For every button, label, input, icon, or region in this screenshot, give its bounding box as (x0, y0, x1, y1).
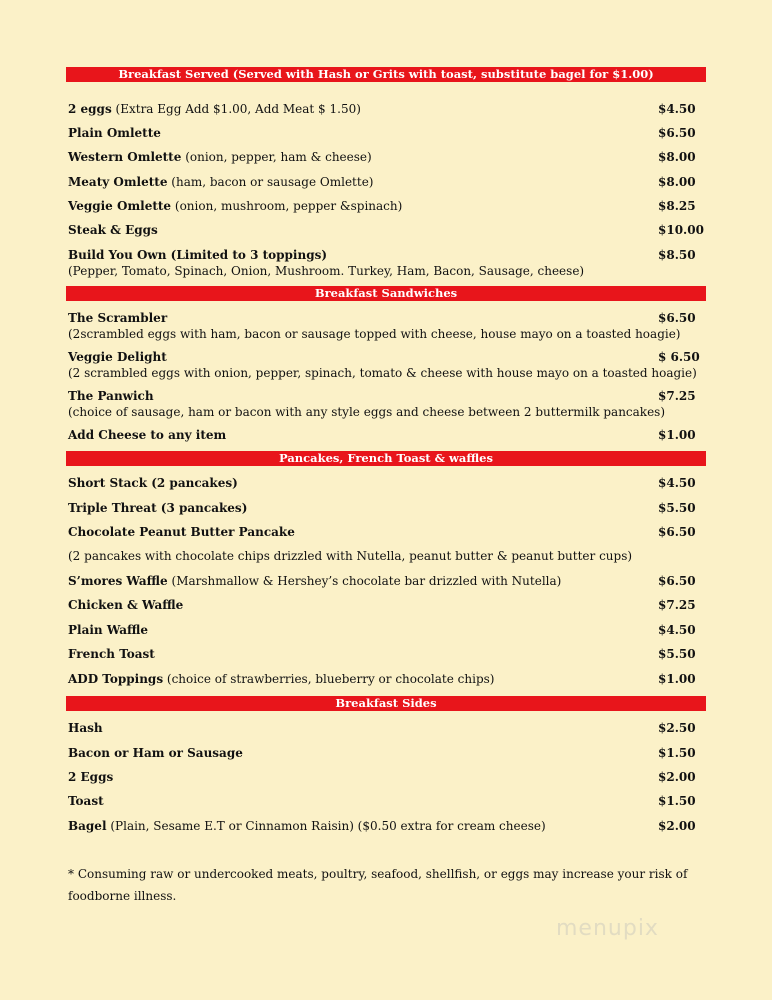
item-price: $4.50 (658, 476, 696, 490)
item-price: $ 6.50 (658, 350, 700, 364)
watermark-logo: menupix (556, 916, 659, 941)
section-header: Breakfast Sides (66, 696, 706, 711)
item-price: $1.00 (658, 428, 696, 442)
item-price: $2.50 (658, 721, 696, 735)
item-price: $8.50 (658, 248, 696, 262)
item-name: The Scrambler (68, 311, 168, 325)
menu-item (68, 671, 708, 687)
item-name: Steak & Eggs (68, 223, 158, 237)
item-name: Build You Own (Limited to 3 toppings) (68, 248, 328, 262)
item-name: Chicken & Waffle (68, 598, 184, 612)
item-name: 2 eggs (68, 102, 112, 116)
item-name: French Toast (68, 647, 155, 661)
menu-item (68, 793, 708, 809)
item-name: Bacon or Ham or Sausage (68, 746, 243, 760)
item-desc: (onion, mushroom, pepper &spinach) (174, 199, 403, 213)
item-name: Chocolate Peanut Butter Pancake (68, 525, 295, 539)
item-name: 2 Eggs (68, 770, 114, 784)
item-price: $2.00 (658, 819, 696, 833)
item-price: $8.00 (658, 175, 696, 189)
item-name: The Panwich (68, 389, 154, 403)
item-price: $7.25 (658, 389, 696, 403)
item-price: $5.50 (658, 647, 696, 661)
item-price: $8.00 (658, 150, 696, 164)
item-price: $6.50 (658, 311, 696, 325)
menu-item (68, 622, 708, 638)
item-desc: (onion, pepper, ham & cheese) (185, 150, 372, 164)
menu-item (68, 349, 708, 381)
item-price: $8.25 (658, 199, 696, 213)
section-header: Pancakes, French Toast & waffles (66, 451, 706, 466)
menu-item (68, 646, 708, 662)
item-price: $7.25 (658, 598, 696, 612)
item-name: Hash (68, 721, 103, 735)
menu-item (68, 174, 708, 190)
menu-item (68, 388, 708, 420)
menu-item (68, 597, 708, 613)
item-desc: (Pepper, Tomato, Spinach, Onion, Mushroom. Turkey, Ham, Bacon, Sausage, cheese) (68, 264, 585, 278)
section-header: Breakfast Sandwiches (66, 286, 706, 301)
item-name: ADD Toppings (68, 672, 164, 686)
menu-item (68, 720, 708, 736)
menu-item (68, 573, 708, 589)
item-price: $6.50 (658, 126, 696, 140)
menu-item (68, 222, 708, 238)
item-name: Plain Waffle (68, 623, 149, 637)
item-name: Plain Omlette (68, 126, 161, 140)
menu-item (68, 101, 708, 117)
menu-item (68, 524, 708, 540)
item-name: Veggie Omlette (68, 199, 172, 213)
item-name: Toast (68, 794, 104, 808)
item-name: Veggie Delight (68, 350, 167, 364)
menu-item (68, 818, 708, 834)
menu-item (68, 125, 708, 141)
food-safety-note: * Consuming raw or undercooked meats, poultry, seafood, shellfish, or eggs may increase your risk of foodborne illness. (68, 867, 688, 903)
item-desc: (ham, bacon or sausage Omlette) (171, 175, 374, 189)
menu-item (68, 745, 708, 761)
item-desc: (Marshmallow & Hershey’s chocolate bar drizzled with Nutella) (171, 574, 562, 588)
item-name: Add Cheese to any item (68, 428, 227, 442)
item-price: $6.50 (658, 525, 696, 539)
item-name: Western Omlette (68, 150, 182, 164)
menu-item (68, 247, 708, 279)
item-desc: (2scrambled eggs with ham, bacon or sausage topped with cheese, house mayo on a toasted hoagie) (68, 327, 681, 341)
item-name: Meaty Omlette (68, 175, 168, 189)
menu-item (68, 769, 708, 785)
item-desc: (2 scrambled eggs with onion, pepper, spinach, tomato & cheese with house mayo on a toasted hoagie) (68, 366, 697, 380)
item-price: $1.00 (658, 672, 696, 686)
item-price: $10.00 (658, 223, 704, 237)
item-name: Bagel (68, 819, 107, 833)
item-desc: (Extra Egg Add $1.00, Add Meat $ 1.50) (115, 102, 361, 116)
item-price: $1.50 (658, 746, 696, 760)
menu-item-desc (68, 548, 708, 564)
menu-item (68, 500, 708, 516)
item-price: $2.00 (658, 770, 696, 784)
menu-item (68, 475, 708, 491)
item-price: $5.50 (658, 501, 696, 515)
section-header: Breakfast Served (Served with Hash or Grits with toast, substitute bagel for $1.00) (66, 67, 706, 82)
item-desc: (2 pancakes with chocolate chips drizzled with Nutella, peanut butter & peanut butter cups) (68, 549, 633, 563)
menu-item (68, 427, 708, 443)
item-price: $4.50 (658, 102, 696, 116)
menu-item (68, 310, 708, 342)
item-name: Short Stack (2 pancakes) (68, 476, 238, 490)
item-name: S’mores Waffle (68, 574, 168, 588)
item-desc: (choice of strawberries, blueberry or chocolate chips) (166, 672, 495, 686)
item-price: $6.50 (658, 574, 696, 588)
menu-item (68, 198, 708, 214)
item-price: $4.50 (658, 623, 696, 637)
menu-item (68, 149, 708, 165)
item-desc: (choice of sausage, ham or bacon with any style eggs and cheese between 2 buttermilk pancakes) (68, 405, 666, 419)
item-name: Triple Threat (3 pancakes) (68, 501, 248, 515)
item-price: $1.50 (658, 794, 696, 808)
item-desc: (Plain, Sesame E.T or Cinnamon Raisin) ($0.50 extra for cream cheese) (110, 819, 546, 833)
